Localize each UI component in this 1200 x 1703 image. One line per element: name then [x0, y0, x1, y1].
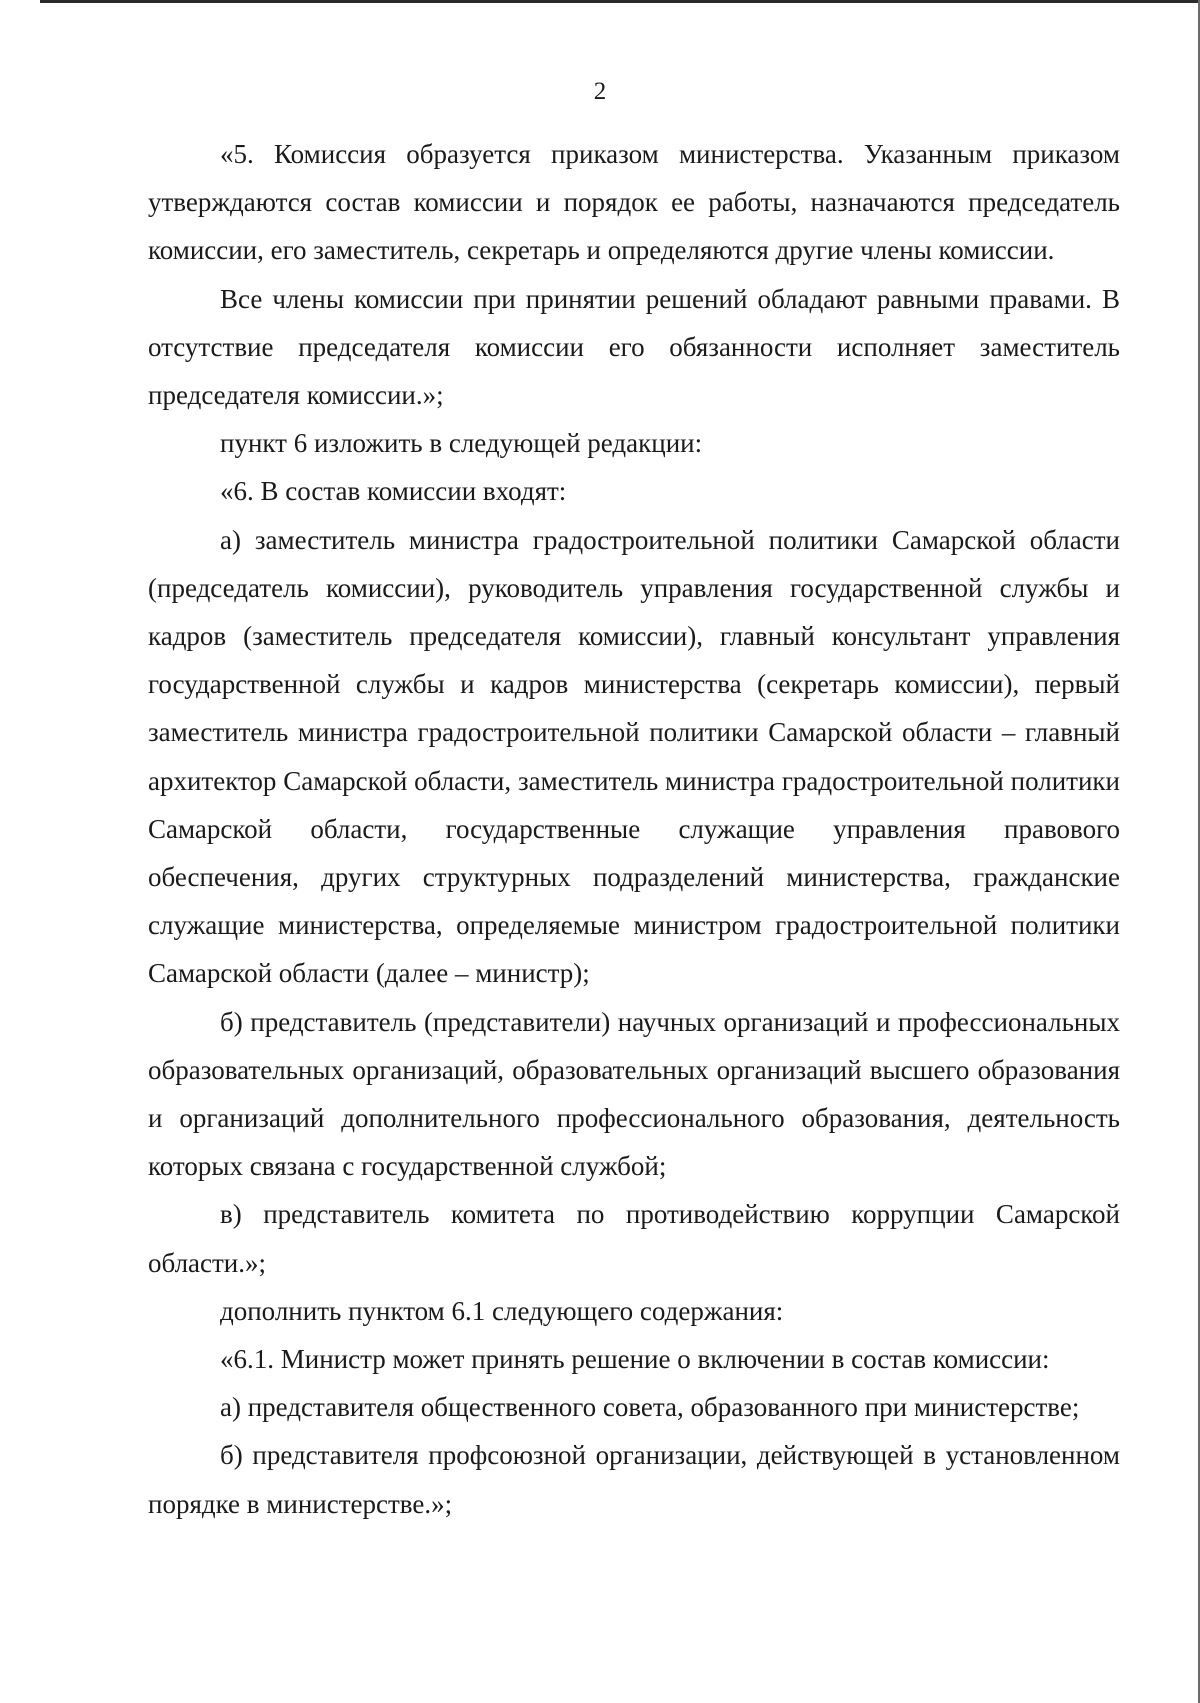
page-number: 2 [593, 78, 607, 105]
paragraph-commission-formation: «5. Комиссия образуется приказом министерства. Указанным приказом утверждаются состав комиссии и порядок ее работы, назначаются председатель комиссии, его заместитель, секретарь и определяются другие члены комиссии. [148, 139, 1120, 266]
paragraph-item-6-1-addition: дополнить пунктом 6.1 следующего содержания: [220, 1295, 784, 1326]
document-body [148, 130, 1120, 1528]
paragraph-item-6-1-b: б) представителя профсоюзной организации, действующей в установленном порядке в министерстве.»; [148, 1440, 1120, 1519]
paragraph-item-6-1-a: а) представителя общественного совета, образованного при министерстве; [220, 1392, 1080, 1423]
paragraph-item-6-v: в) представитель комитета по противодействию коррупции Самарской области.»; [148, 1199, 1120, 1278]
paragraph-item-6-b: б) представитель (представители) научных организаций и профессиональных образовательных организаций, образовательных организаций высшего образования и организаций дополнительного профессионального образования, деятельность которых связана с государственной службой; [148, 1006, 1120, 1182]
paragraph-item-6-a: а) заместитель министра градостроительной политики Самарской области (председатель комиссии), руководитель управления государственной службы и кадров (заместитель председателя комиссии), главный консультант управления государственной службы и кадров министерства (секретарь комиссии), первый заместитель министра градостроительной политики Самарской области – главный архитектор Самарской области, заместитель министра градостроительной политики Самарской области, государственные служащие управления правового обеспечения, других структурных подразделений министерства, гражданские служащие министерства, определяемые министром градостроительной политики Самарской области (далее – министр); [148, 524, 1120, 989]
scan-edge-top [40, 0, 1200, 3]
paragraph-item-6-amendment: пункт 6 изложить в следующей редакции: [220, 428, 703, 459]
paragraph-equal-rights: Все члены комиссии при принятии решений обладают равными правами. В отсутствие председателя комиссии его обязанности исполняет заместитель председателя комиссии.»; [148, 283, 1120, 411]
paragraph-item-6-1-heading: «6.1. Министр может принять решение о включении в состав комиссии: [220, 1344, 1050, 1375]
paragraph-item-6-heading: «6. В состав комиссии входят: [220, 476, 567, 507]
